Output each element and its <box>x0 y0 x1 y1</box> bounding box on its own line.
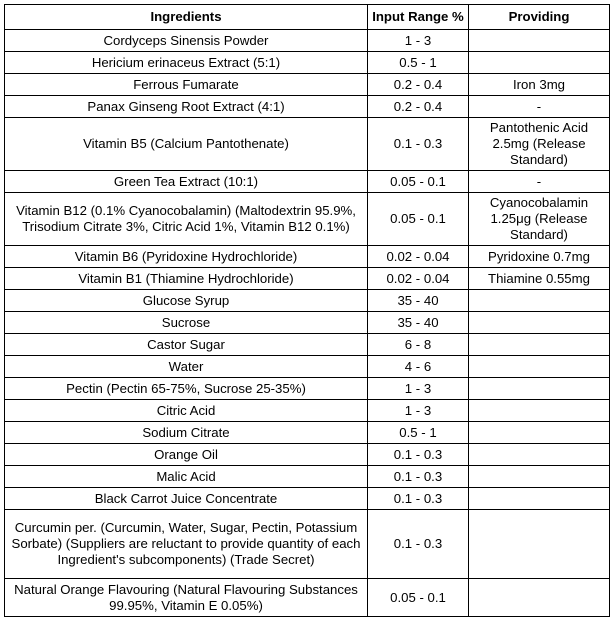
providing-cell: Iron 3mg <box>469 74 610 96</box>
ingredient-cell: Sodium Citrate <box>5 422 368 444</box>
table-row <box>5 118 610 171</box>
ingredient-cell: Natural Orange Flavouring (Natural Flavouring Substances 99.95%, Vitamin E 0.05%) <box>5 579 368 617</box>
header-ingredients: Ingredients <box>5 5 368 30</box>
ingredient-cell: Hericium erinaceus Extract (5:1) <box>5 52 368 74</box>
range-cell: 35 - 40 <box>368 312 469 334</box>
range-cell: 4 - 6 <box>368 356 469 378</box>
ingredient-cell: Vitamin B5 (Calcium Pantothenate) <box>5 118 368 171</box>
table-row <box>5 52 610 74</box>
range-cell: 0.1 - 0.3 <box>368 488 469 510</box>
table-row <box>5 268 610 290</box>
providing-cell <box>469 444 610 466</box>
range-cell: 0.5 - 1 <box>368 52 469 74</box>
ingredient-cell: Pectin (Pectin 65-75%, Sucrose 25-35%) <box>5 378 368 400</box>
range-cell: 35 - 40 <box>368 290 469 312</box>
ingredient-cell: Water <box>5 356 368 378</box>
providing-cell: - <box>469 171 610 193</box>
ingredient-cell: Vitamin B12 (0.1% Cyanocobalamin) (Maltodextrin 95.9%, Trisodium Citrate 3%, Citric Acid 1%, Vitamin B12 0.1%) <box>5 193 368 246</box>
providing-cell <box>469 579 610 617</box>
range-cell: 1 - 3 <box>368 378 469 400</box>
range-cell: 1 - 3 <box>368 400 469 422</box>
providing-cell <box>469 422 610 444</box>
table-row <box>5 312 610 334</box>
ingredient-cell: Ferrous Fumarate <box>5 74 368 96</box>
ingredient-cell: Citric Acid <box>5 400 368 422</box>
providing-cell <box>469 510 610 579</box>
range-cell: 0.1 - 0.3 <box>368 444 469 466</box>
providing-cell <box>469 378 610 400</box>
range-cell: 0.02 - 0.04 <box>368 246 469 268</box>
ingredient-cell: Malic Acid <box>5 466 368 488</box>
range-cell: 6 - 8 <box>368 334 469 356</box>
table-row <box>5 30 610 52</box>
providing-cell: - <box>469 96 610 118</box>
range-cell: 0.02 - 0.04 <box>368 268 469 290</box>
range-cell: 0.1 - 0.3 <box>368 118 469 171</box>
ingredient-cell: Vitamin B6 (Pyridoxine Hydrochloride) <box>5 246 368 268</box>
range-cell: 0.2 - 0.4 <box>368 74 469 96</box>
providing-cell <box>469 290 610 312</box>
table-row <box>5 422 610 444</box>
table-row <box>5 74 610 96</box>
providing-cell <box>469 334 610 356</box>
providing-cell: Pyridoxine 0.7mg <box>469 246 610 268</box>
providing-cell <box>469 312 610 334</box>
header-input-range: Input Range % <box>368 5 469 30</box>
table-row <box>5 171 610 193</box>
range-cell: 0.2 - 0.4 <box>368 96 469 118</box>
providing-cell <box>469 30 610 52</box>
table-row <box>5 488 610 510</box>
providing-cell <box>469 52 610 74</box>
ingredient-cell: Sucrose <box>5 312 368 334</box>
range-cell: 1 - 3 <box>368 30 469 52</box>
range-cell: 0.05 - 0.1 <box>368 193 469 246</box>
ingredient-cell: Black Carrot Juice Concentrate <box>5 488 368 510</box>
header-providing: Providing <box>469 5 610 30</box>
range-cell: 0.05 - 0.1 <box>368 579 469 617</box>
ingredient-cell: Orange Oil <box>5 444 368 466</box>
providing-cell: Cyanocobalamin 1.25μg (Release Standard) <box>469 193 610 246</box>
providing-cell: Pantothenic Acid 2.5mg (Release Standard) <box>469 118 610 171</box>
table-row <box>5 193 610 246</box>
table-row <box>5 444 610 466</box>
providing-cell <box>469 488 610 510</box>
table-row <box>5 579 610 617</box>
ingredient-cell: Curcumin per. (Curcumin, Water, Sugar, Pectin, Potassium Sorbate) (Suppliers are reluctant to provide quantity of each Ingredient's subcomponents) (Trade Secret) <box>5 510 368 579</box>
ingredients-table <box>4 4 610 617</box>
range-cell: 0.05 - 0.1 <box>368 171 469 193</box>
providing-cell <box>469 466 610 488</box>
table-row <box>5 510 610 579</box>
ingredient-cell: Castor Sugar <box>5 334 368 356</box>
providing-cell <box>469 400 610 422</box>
header-row <box>5 5 610 30</box>
table-row <box>5 246 610 268</box>
table-row <box>5 334 610 356</box>
ingredient-cell: Cordyceps Sinensis Powder <box>5 30 368 52</box>
ingredient-cell: Panax Ginseng Root Extract (4:1) <box>5 96 368 118</box>
table-row <box>5 400 610 422</box>
range-cell: 0.5 - 1 <box>368 422 469 444</box>
table-row <box>5 466 610 488</box>
providing-cell: Thiamine 0.55mg <box>469 268 610 290</box>
range-cell: 0.1 - 0.3 <box>368 510 469 579</box>
ingredient-cell: Glucose Syrup <box>5 290 368 312</box>
providing-cell <box>469 356 610 378</box>
table-row <box>5 290 610 312</box>
ingredient-cell: Vitamin B1 (Thiamine Hydrochloride) <box>5 268 368 290</box>
range-cell: 0.1 - 0.3 <box>368 466 469 488</box>
ingredient-cell: Green Tea Extract (10:1) <box>5 171 368 193</box>
table-row <box>5 356 610 378</box>
table-row <box>5 378 610 400</box>
table-row <box>5 96 610 118</box>
